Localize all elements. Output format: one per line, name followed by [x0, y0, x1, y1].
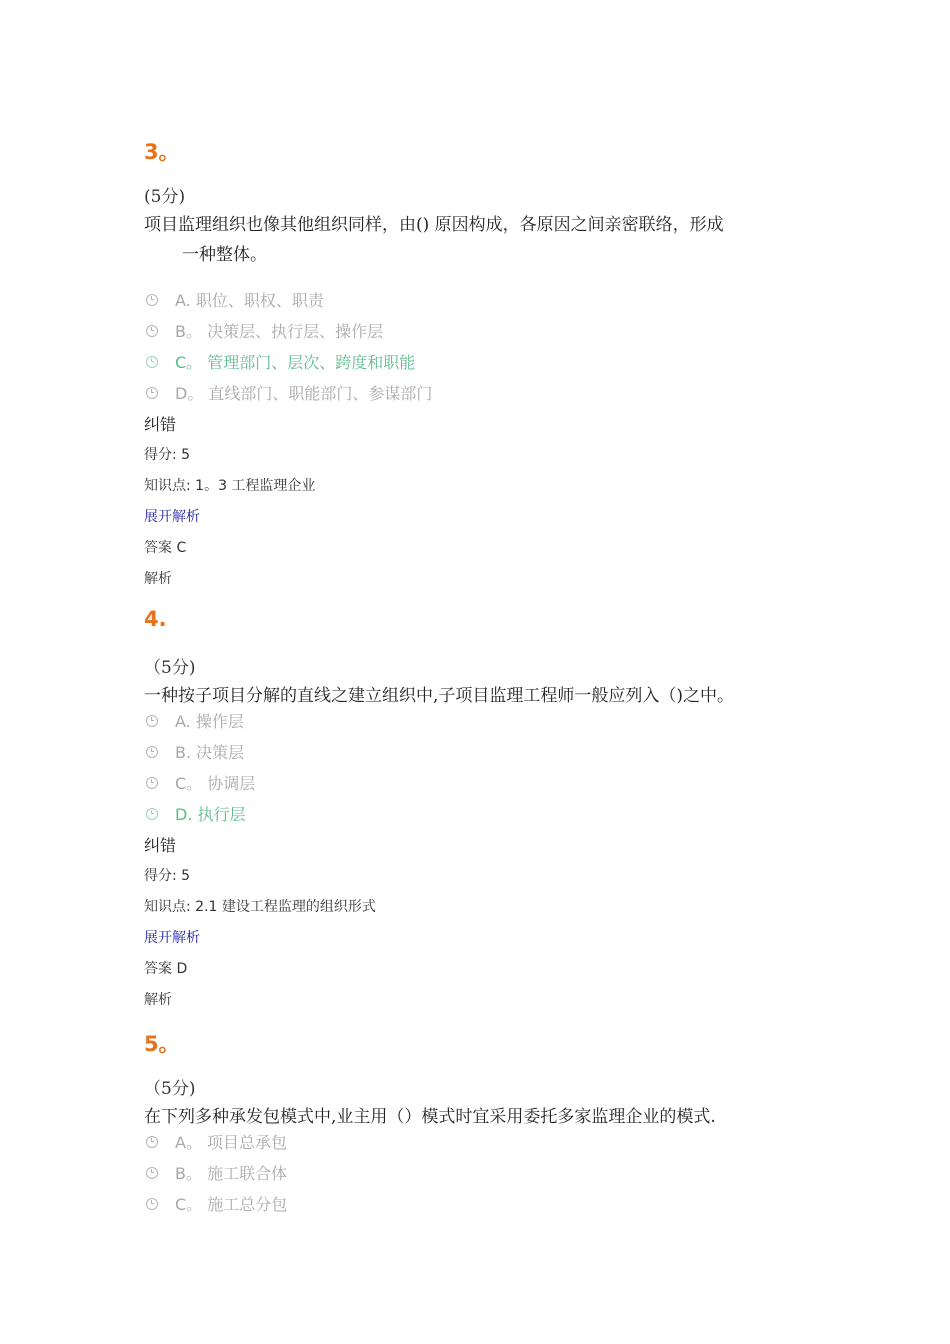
- question-stem: 在下列多种承发包模式中,业主用（）模式时宜采用委托多家监理企业的模式.: [144, 1107, 716, 1127]
- clock-icon: [146, 356, 158, 368]
- question-score: （5分): [144, 658, 196, 678]
- option-b[interactable]: B。 施工联合体: [146, 1161, 287, 1184]
- question-number: 4.: [144, 607, 167, 631]
- option-b[interactable]: B。 决策层、执行层、操作层: [146, 319, 383, 342]
- correction-link[interactable]: 纠错: [144, 415, 177, 434]
- score-value: 得分: 5: [144, 868, 191, 884]
- question-score: (5分): [144, 187, 186, 207]
- expand-analysis-link[interactable]: 展开解析: [144, 930, 200, 946]
- option-c-correct[interactable]: C。 管理部门、层次、跨度和职能: [146, 350, 415, 373]
- question-stem-continuation: 一种整体。: [182, 245, 267, 265]
- analysis-label: 解析: [144, 992, 172, 1008]
- expand-analysis-link[interactable]: 展开解析: [144, 509, 200, 525]
- analysis-label: 解析: [144, 571, 172, 587]
- clock-icon: [146, 808, 158, 820]
- knowledge-point: 知识点: 2.1 建设工程监理的组织形式: [144, 899, 376, 915]
- option-c[interactable]: C。 协调层: [146, 771, 255, 794]
- clock-icon: [146, 1136, 158, 1148]
- score-value: 得分: 5: [144, 447, 191, 463]
- correction-link[interactable]: 纠错: [144, 836, 177, 855]
- clock-icon: [146, 777, 158, 789]
- option-c[interactable]: C。 施工总分包: [146, 1192, 287, 1215]
- option-a[interactable]: A. 操作层: [146, 709, 244, 732]
- clock-icon: [146, 1167, 158, 1179]
- answer-text: 答案 D: [144, 961, 188, 977]
- answer-text: 答案 C: [144, 540, 187, 556]
- option-d-correct[interactable]: D. 执行层: [146, 802, 246, 825]
- clock-icon: [146, 294, 158, 306]
- question-number: 5。: [144, 1032, 180, 1056]
- option-d[interactable]: D。 直线部门、职能部门、参谋部门: [146, 381, 432, 404]
- clock-icon: [146, 715, 158, 727]
- knowledge-point: 知识点: 1。3 工程监理企业: [144, 478, 316, 494]
- question-score: （5分): [144, 1079, 196, 1099]
- option-a[interactable]: A. 职位、职权、职责: [146, 288, 324, 311]
- question-number: 3。: [144, 140, 180, 164]
- clock-icon: [146, 1198, 158, 1210]
- option-a[interactable]: A。 项目总承包: [146, 1130, 287, 1153]
- option-b[interactable]: B. 决策层: [146, 740, 244, 763]
- clock-icon: [146, 387, 158, 399]
- clock-icon: [146, 325, 158, 337]
- clock-icon: [146, 746, 158, 758]
- question-stem: 一种按子项目分解的直线之建立组织中,子项目监理工程师一般应列入（)之中。: [144, 686, 735, 706]
- question-stem: 项目监理组织也像其他组织同样，由() 原因构成，各原因之间亲密联络，形成: [144, 215, 724, 235]
